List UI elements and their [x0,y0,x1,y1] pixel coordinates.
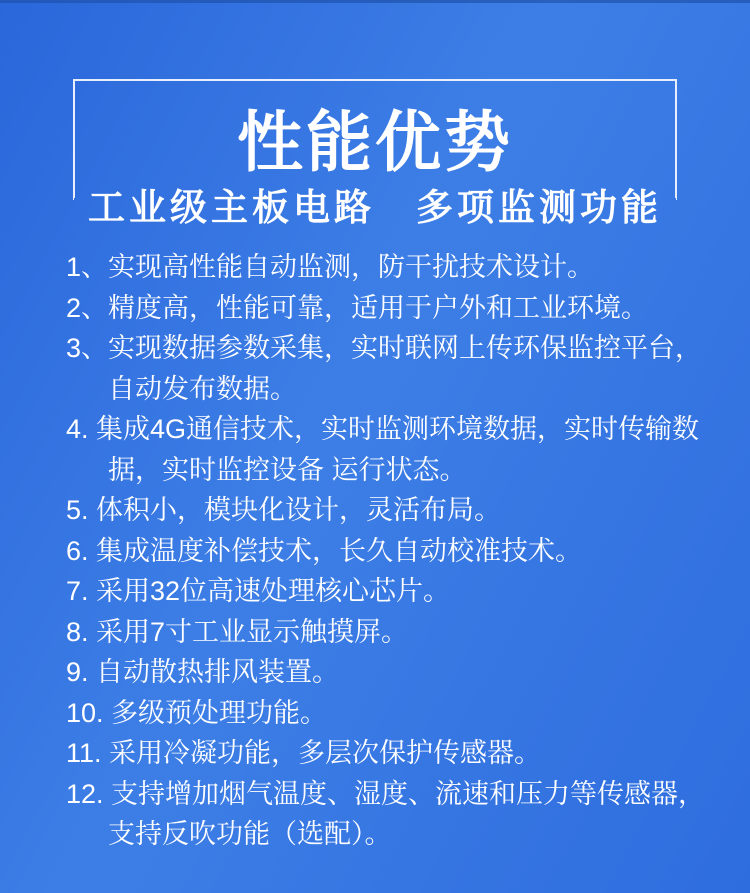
list-item [66,409,700,490]
list-item [66,288,691,329]
list-item [66,774,706,855]
list-item [66,612,691,653]
top-edge-divider [0,0,750,3]
feature-line: 10. 多级预处理功能。 [66,697,328,728]
feature-line: 1、实现高性能自动监测，防干扰技术设计。 [66,252,595,282]
subtitle-left-line [73,198,74,200]
list-item [66,693,691,734]
page-title: 性能优势 [237,105,513,179]
page-subtitle: 工业级主板电路 多项监测功能 [88,188,662,229]
list-item [66,247,691,288]
list-item [66,733,691,774]
feature-line: 12. 支持增加烟气温度、湿度、流速和压力等传感器， [66,778,706,809]
feature-line: 2、精度高，性能可靠，适用于户外和工业环境。 [66,292,649,323]
feature-line: 5. 体积小，模块化设计，灵活布局。 [66,495,502,525]
feature-line: 3、实现数据参数采集，实时联网上传环保监控平台， [66,333,703,363]
subtitle-right-line [676,198,677,200]
list-item [66,328,703,409]
feature-line: 6. 集成温度补偿技术，长久自动校准技术。 [66,535,583,566]
list-item [66,571,691,612]
feature-line: 9. 自动散热排风装置。 [66,657,340,687]
feature-list [66,247,706,855]
feature-line: 据，实时监控设备 运行状态。 [108,454,467,485]
feature-line: 支持反吹功能（选配）。 [108,819,392,849]
feature-line: 7. 采用32位高速处理核心芯片。 [66,576,451,606]
feature-line: 4. 集成4G通信技术，实时监测环境数据，实时传输数 [66,414,700,444]
feature-line: 11. 采用冷凝功能，多层次保护传感器。 [66,738,542,768]
subtitle-row [73,172,677,229]
list-item [66,531,691,572]
list-item [66,490,691,531]
list-item [66,652,691,693]
feature-line: 自动发布数据。 [108,373,297,404]
feature-line: 8. 采用7寸工业显示触摸屏。 [66,616,409,647]
